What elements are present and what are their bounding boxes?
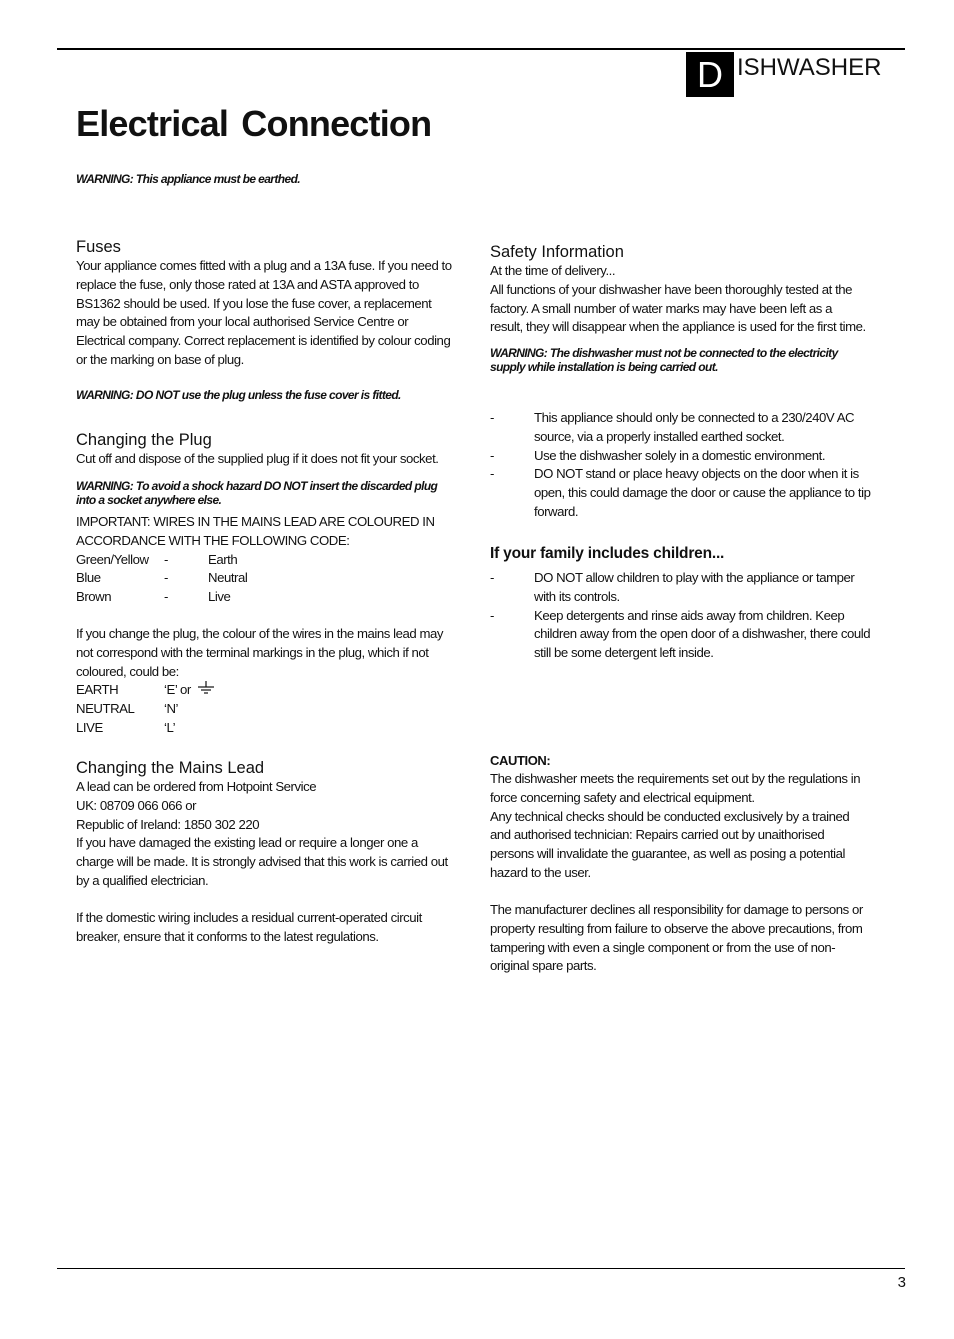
text-line: Keep detergents and rinse aids away from children. Keep [534,607,845,623]
text-line: tampering with even a single component or from the use of non- [490,939,836,955]
terminal-markings-block [76,625,476,738]
text-line: factory. A small number of water marks may have been left as a [490,300,832,316]
bullet-dash: - [490,447,494,463]
terminal-name: EARTH [76,682,119,698]
text-line: The dishwasher meets the requirements set out by the regulations in [490,771,861,786]
text-line: force concerning safety and electrical equipment. [490,789,755,805]
mains-lead-section [76,757,476,891]
terminal-name: NEUTRAL [76,701,135,717]
disclaimer [490,901,890,976]
wire-code-block [76,513,476,607]
shock-hazard-warning [76,480,476,507]
bullet-text [534,465,870,521]
text-line: Your appliance comes fitted with a plug and a 13A fuse. If you need to [76,258,452,273]
list-item [490,409,890,447]
wire-meaning: Live [208,589,231,605]
earth-warning [76,173,476,187]
bullet-text [534,447,825,466]
wire-dash: - [164,589,168,605]
caution-heading: CAUTION: [490,753,551,768]
text-line: DO NOT stand or place heavy objects on the door when it is [534,466,859,482]
text-line: UK: 08709 066 066 or [76,797,197,813]
text-line: A lead can be ordered from Hotpoint Service [76,779,317,794]
wire-colour: Brown [76,589,112,605]
wire-dash: - [164,551,168,567]
fuse-cover-warning [76,389,476,403]
text-line: Any technical checks should be conducted exclusively by a trained [490,808,850,824]
terminal-row [76,719,476,738]
text-line: If you change the plug, the colour of the wires in the mains lead may [76,626,444,641]
text-line: ACCORDANCE WITH THE FOLLOWING CODE: [76,532,350,548]
text-line: may be obtained from your local authorised Service Centre or [76,314,409,330]
text-line: If you have damaged the existing lead or require a longer one a [76,835,418,851]
terminal-name: LIVE [76,719,103,735]
text-line: open, this could damage the door or cause the appliance to tip [534,485,871,501]
wire-meaning: Earth [208,551,238,567]
text-line: BS1362 should be used. If you lose the fuse cover, a replacement [76,295,432,311]
terminal-marking: ‘L’ [164,719,176,735]
terminal-row [76,700,476,719]
text-line: by a qualified electrician. [76,872,209,888]
caution-text [490,770,890,883]
children-heading: If your family includes children... [490,545,725,562]
text-line: result, they will disappear when the appliance is used for the first time. [490,319,866,335]
wire-colour: Green/Yellow [76,551,149,567]
text-line: property resulting from failure to observe the above precautions, from [490,920,863,936]
fuses-heading: Fuses [76,238,121,256]
text-line: forward. [534,503,579,519]
terminal-marking: ‘N’ [164,701,179,717]
wire-row [76,588,476,607]
earth-warning-text: WARNING: This appliance must be earthed. [76,172,301,186]
fuses-text [76,257,476,370]
mains-lead-heading: Changing the Mains Lead [76,759,265,777]
terminal-marking: ‘E’ or [164,682,191,698]
wire-meaning: Neutral [208,570,248,586]
list-item [490,447,890,466]
text-line: Electrical company. Correct replacement is identified by colour coding [76,333,451,349]
text-line: WARNING: To avoid a shock hazard DO NOT insert the discarded plug [76,479,438,493]
changing-plug-heading: Changing the Plug [76,431,212,449]
wire-dash: - [164,570,168,586]
text-line: charge will be made. It is strongly advised that this work is carried out [76,854,448,870]
text-line: replace the fuse, only those rated at 13A and ASTA approved to [76,276,419,292]
text-line: or the marking on base of plug. [76,351,244,367]
text-line: coloured, could be: [76,663,179,679]
bullet-dash: - [490,410,494,425]
safety-heading: Safety Information [490,243,624,261]
terminal-row [76,681,476,700]
bottom-rule [57,1268,905,1269]
text-line: Republic of Ireland: 1850 302 220 [76,816,260,832]
text-line: into a socket anywhere else. [76,492,222,507]
wire-colour: Blue [76,570,101,586]
text-line: The manufacturer declines all responsibility for damage to persons or [490,902,863,917]
text-line: All functions of your dishwasher have been thoroughly tested at the [490,281,853,297]
text-line: This appliance should only be connected to a 230/240V AC [534,410,855,425]
text-line: WARNING: The dishwasher must not be connected to the electricity [490,346,838,360]
bullet-dash: - [490,607,494,623]
text-line: with its controls. [534,588,620,604]
text-line: Cut off and dispose of the supplied plug if it does not fit your socket. [76,451,439,466]
page-title: Electrical Connection [76,103,432,144]
text-line: source, via a properly installed earthed socket. [534,428,785,444]
top-rule [57,48,905,50]
text-line: DO NOT allow children to play with the appliance or tamper [534,570,855,585]
changing-plug-section [76,429,476,469]
fuse-cover-warning-text: WARNING: DO NOT use the plug unless the fuse cover is fitted. [76,388,401,402]
bullet-text [534,607,870,663]
rcd-note [76,909,476,947]
children-bullet-list [490,569,890,663]
text-line: and authorised technician: Repairs carried out by unaithorised [490,827,825,843]
text-line: children away from the open door of a dishwasher, there could [534,626,871,642]
list-item [490,607,890,663]
bullet-text [534,409,854,447]
safety-text [490,262,890,337]
earth-ground-icon [197,681,215,695]
caution-section [490,752,890,883]
section-brand [686,52,881,97]
brand-initial-box: D [686,52,734,97]
fuses-section [76,236,476,370]
text-line: supply while installation is being carried out. [490,359,718,374]
safety-section [490,241,890,337]
children-section [490,544,890,663]
page-number: 3 [897,1274,906,1291]
list-item [490,569,890,607]
bullet-dash: - [490,466,494,482]
bullet-dash: - [490,570,494,585]
mains-lead-text [76,778,476,891]
installation-warning [490,347,890,374]
safety-bullet-list [490,409,890,522]
text-line: still be some detergent left inside. [534,645,714,661]
brand-label: ISHWASHER [737,54,882,81]
wire-row [76,551,476,570]
text-line: hazard to the user. [490,864,591,880]
text-line: IMPORTANT: WIRES IN THE MAINS LEAD ARE COLOURED IN [76,514,435,529]
bullet-text [534,569,854,607]
text-line: breaker, ensure that it conforms to the latest regulations. [76,928,379,944]
text-line: At the time of delivery... [490,263,616,278]
text-line: original spare parts. [490,958,597,974]
text-line: Use the dishwasher solely in a domestic environment. [534,447,826,463]
changing-plug-intro [76,450,476,469]
list-item [490,465,890,521]
wire-row [76,569,476,588]
text-line: persons will invalidate the guarantee, as well as posing a potential [490,846,846,862]
text-line: not correspond with the terminal markings in the plug, which if not [76,644,429,660]
text-line: If the domestic wiring includes a residual current-operated circuit [76,910,422,925]
